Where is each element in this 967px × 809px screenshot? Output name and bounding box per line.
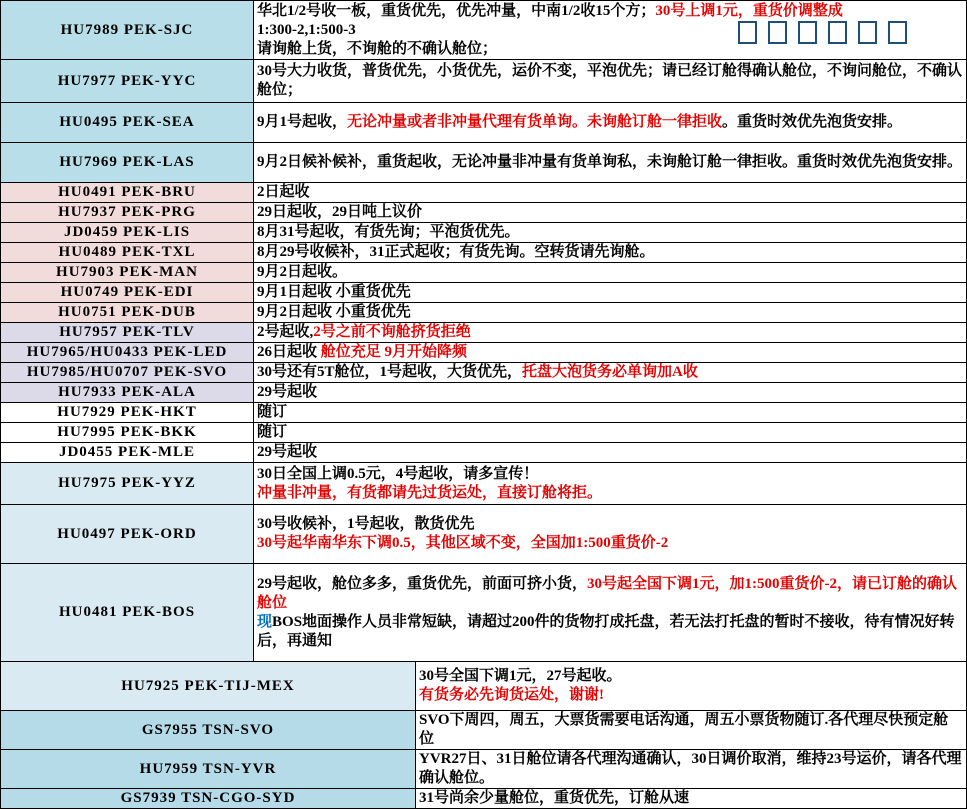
flight-cell[interactable]: HU7965/HU0433 PEK-LED (1, 343, 254, 362)
notes-cell[interactable] (254, 1, 966, 59)
note-text: 30日全国上调0.5元，4号起收，请多宣传！ (257, 465, 539, 482)
note-text: SVO下周四，周五，大票货需要电话沟通，周五小票货物随订.各代理尽快预定舱位 (419, 712, 949, 747)
flight-cell[interactable]: HU0489 PEK-TXL (1, 243, 254, 262)
note-text: 2号起收, (257, 324, 314, 340)
table-row (1, 302, 966, 322)
note-text: 有货务必先询货运处，谢谢! (419, 687, 604, 703)
flight-cell[interactable]: HU0491 PEK-BRU (1, 183, 254, 202)
table-row (1, 222, 966, 242)
flight-cell[interactable]: HU7957 PEK-TLV (1, 323, 254, 342)
notes-cell[interactable] (254, 423, 966, 442)
table-row (1, 1, 966, 59)
note-text: 冲量非冲量，有货都请先过货运处，直接订舱将拒。 (257, 484, 603, 501)
note-line (257, 323, 963, 342)
table-row (1, 442, 966, 462)
note-text: 舱位充足 9月开始降频 (320, 344, 468, 360)
flight-cell[interactable]: HU7977 PEK-YYC (1, 60, 254, 102)
note-line (257, 613, 963, 651)
flight-cell[interactable]: HU7937 PEK-PRG (1, 203, 254, 222)
note-line (257, 153, 963, 172)
note-line (419, 750, 963, 788)
tofu-box-icon (738, 21, 757, 44)
flight-cell[interactable]: HU7989 PEK-SJC (1, 1, 254, 59)
note-line (257, 223, 963, 242)
missing-glyph-strip (738, 21, 907, 44)
table-row (1, 462, 966, 504)
tofu-box-icon (888, 21, 907, 44)
note-line (257, 2, 963, 21)
notes-cell[interactable] (254, 463, 966, 504)
note-text: 29号起收 (257, 384, 318, 400)
note-text: 请询舱上货，不询舱的不确认舱位； (257, 40, 498, 57)
note-text: 9月1号起收， (257, 114, 348, 130)
table-row (1, 749, 966, 788)
flight-cell[interactable]: HU7929 PEK-HKT (1, 403, 254, 422)
note-text: 8月31号起收，有货先询；平泡货优先。 (257, 224, 520, 240)
flight-cell[interactable]: HU0481 PEK-BOS (1, 564, 254, 661)
flight-cell[interactable]: HU7959 TSN-YVR (1, 750, 416, 788)
flight-cell[interactable]: JD0459 PEK-LIS (1, 223, 254, 242)
table-row (1, 710, 966, 749)
note-text: 30号上调1元，重货价调整成 (655, 2, 843, 19)
table-row (1, 342, 966, 362)
note-text: 9月1日起收 小重货优先 (257, 284, 411, 300)
notes-cell[interactable] (254, 343, 966, 362)
note-line (257, 534, 963, 553)
notes-cell[interactable] (254, 505, 966, 563)
note-text: 现 (257, 613, 273, 630)
note-text: 30号还有5T舱位，1号起收，大货优先， (257, 364, 523, 380)
flight-cell[interactable]: HU7975 PEK-YYZ (1, 463, 254, 504)
flight-cell[interactable]: HU7925 PEK-TIJ-MEX (1, 662, 416, 710)
tofu-box-icon (828, 21, 847, 44)
note-text: 。重货时效优先泡货安排。 (722, 114, 903, 130)
table-row (1, 382, 966, 402)
table-row (1, 322, 966, 342)
table-row (1, 182, 966, 202)
note-text: 9月2日候补候补，重货起收，无论冲量非冲量有货单询私，未询舱订舱一律拒收。重货时效优先泡货安排。 (257, 154, 963, 170)
note-text: 托盘大泡货务必单询加A收 (522, 364, 698, 380)
note-line (419, 711, 963, 749)
flight-cell[interactable]: HU7903 PEK-MAN (1, 263, 254, 282)
notes-cell[interactable] (254, 383, 966, 402)
notes-cell[interactable] (254, 143, 966, 182)
note-text: 华北1/2号收一板，重货优先，优先冲量，中南1/2收15个方； (257, 2, 656, 19)
note-text: 29号起收 (257, 444, 318, 460)
note-line (419, 686, 963, 705)
note-text: YVR27日、31日舱位请各代理沟通确认，30日调价取消，维持23号运价，请各代理确认舱位。 (419, 751, 962, 786)
notes-cell[interactable] (254, 223, 966, 242)
note-text: 9月2日起收。 (257, 264, 348, 280)
note-text: BOS地面操作人员非常短缺，请超过200件的货物打成托盘，若无法打托盘的暂时不接收，待有情况好转后，再通知 (257, 613, 955, 649)
note-text: 9月2日起收 小重货优先 (257, 304, 411, 320)
note-text: 29号起收，舱位多多，重货优先，前面可挤小货， (257, 575, 588, 592)
note-text: 随订 (257, 424, 288, 440)
flight-cell[interactable]: HU7933 PEK-ALA (1, 383, 254, 402)
flight-cell[interactable]: HU0495 PEK-SEA (1, 103, 254, 142)
tofu-box-icon (798, 21, 817, 44)
notes-cell[interactable] (254, 103, 966, 142)
flight-cell[interactable]: JD0455 PEK-MLE (1, 443, 254, 462)
note-text: 随订 (257, 404, 288, 420)
flight-cell[interactable]: HU7969 PEK-LAS (1, 143, 254, 182)
table-row (1, 402, 966, 422)
notes-cell[interactable] (254, 363, 966, 382)
flight-cell[interactable]: GS7955 TSN-SVO (1, 711, 416, 749)
note-line (257, 113, 963, 132)
note-line (257, 484, 963, 503)
table-row (1, 788, 966, 808)
note-text: 31号尚余少量舱位，重货优先，订舱从速 (419, 790, 690, 806)
notes-cell[interactable] (254, 183, 966, 202)
flight-cell[interactable]: HU0751 PEK-DUB (1, 303, 254, 322)
notes-cell[interactable] (254, 263, 966, 282)
note-text: 8月29号收候补，31正式起收；有货先询。空转货请先询舱。 (257, 244, 655, 260)
note-text: 26日起收 (257, 344, 321, 360)
note-line (257, 343, 963, 362)
notes-cell[interactable] (254, 564, 966, 661)
table-row (1, 142, 966, 182)
notes-cell[interactable] (254, 323, 966, 342)
notes-cell[interactable] (254, 203, 966, 222)
note-line (257, 303, 963, 322)
note-line (257, 465, 963, 484)
notes-cell[interactable] (254, 403, 966, 422)
flight-cell[interactable]: GS7939 TSN-CGO-SYD (1, 789, 416, 808)
flight-cell[interactable]: HU7995 PEK-BKK (1, 423, 254, 442)
notes-cell[interactable] (416, 662, 966, 710)
tofu-box-icon (858, 21, 877, 44)
notes-cell[interactable] (254, 303, 966, 322)
table-row (1, 282, 966, 302)
note-line (257, 62, 963, 100)
note-line (257, 575, 963, 613)
notes-cell[interactable] (416, 789, 966, 808)
notes-cell[interactable] (416, 711, 966, 749)
notes-cell[interactable] (254, 243, 966, 262)
table-row (1, 262, 966, 282)
note-text: 1:300-2,1:500-3 (257, 21, 356, 38)
notes-cell[interactable] (254, 283, 966, 302)
flight-cell[interactable]: HU0497 PEK-ORD (1, 505, 254, 563)
note-line (257, 263, 963, 282)
note-line (257, 203, 963, 222)
note-text: 30号大力收货，普货优先，小货优先，运价不变，平泡优先；请已经订舱得确认舱位，不询问舱位，不确认舱位； (257, 63, 963, 98)
table-row (1, 661, 966, 710)
note-text: 2日起收 (257, 184, 310, 200)
note-text: 30号全国下调1元，27号起收。 (419, 668, 622, 684)
note-line (257, 443, 963, 462)
note-line (257, 283, 963, 302)
note-text: 30号收候补，1号起收，散货优先 (257, 516, 475, 532)
note-text: 2号之前不询舱挤货拒绝 (313, 324, 471, 340)
table-row (1, 504, 966, 563)
note-text: 无论冲量或者非冲量代理有货单询。未询舱订舱一律拒收 (347, 114, 723, 130)
note-text: 30号起全国下调1元，加1:500重货价-2，请已订舱的确认舱位 (257, 575, 958, 611)
flight-cell[interactable]: HU7985/HU0707 PEK-SVO (1, 363, 254, 382)
note-line (257, 515, 963, 534)
table-row (1, 242, 966, 262)
table-row (1, 202, 966, 222)
notes-cell[interactable] (254, 443, 966, 462)
flight-cell[interactable]: HU0749 PEK-EDI (1, 283, 254, 302)
note-text: 29日起收，29日吨上议价 (257, 204, 423, 220)
note-line (419, 789, 963, 808)
table-row (1, 102, 966, 142)
notes-cell[interactable] (254, 60, 966, 102)
note-line (419, 667, 963, 686)
table-row (1, 362, 966, 382)
note-line (257, 423, 963, 442)
tofu-box-icon (768, 21, 787, 44)
note-line (257, 363, 963, 382)
note-line (257, 383, 963, 402)
notes-cell[interactable] (416, 750, 966, 788)
note-line (257, 403, 963, 422)
table-row (1, 59, 966, 102)
note-text: 30号起华南华东下调0.5，其他区域不变，全国加1:500重货价-2 (257, 535, 669, 551)
table-row (1, 422, 966, 442)
note-line (257, 183, 963, 202)
note-line (257, 243, 963, 262)
table-row (1, 563, 966, 661)
